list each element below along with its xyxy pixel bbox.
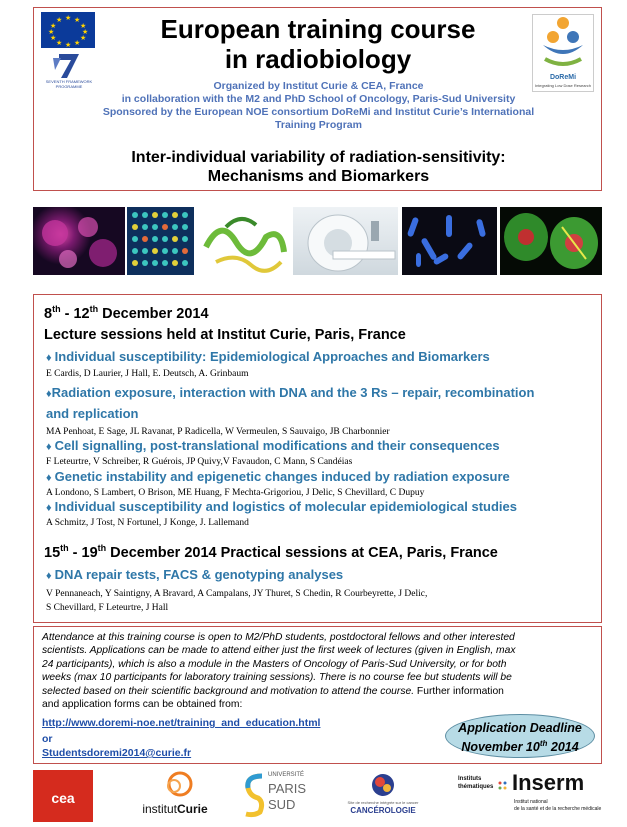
title-line-1: European training course (160, 14, 476, 44)
contact-email-link[interactable]: Studentsdoremi2014@curie.fr (42, 747, 192, 759)
inserm-logo (458, 772, 602, 822)
photo-cell-nuclei (33, 207, 125, 275)
eu-flag-icon: ★ ★ ★ ★ ★ ★ ★ ★ ★ ★ ★ ★ (41, 12, 95, 48)
diamond-bullet-icon: ♦ (46, 352, 55, 364)
curie-wordmark: institutCurie (142, 802, 208, 816)
topic-4-speakers: A Londono, S Lambert, O Brison, ME Huang, F Mechta-Grigoriou, J Delic, S Chevillard, C Dupuy (46, 488, 425, 498)
week1-heading: Lecture sessions held at Institut Curie, Paris, France (44, 327, 406, 343)
topic-2-cont: and replication (46, 406, 139, 421)
org-line-2: in collaboration with the M2 and PhD School of Oncology, Paris-Sud University (121, 93, 516, 105)
program-box (33, 294, 602, 623)
subtitle-line-2: Mechanisms and Biomarkers (207, 168, 430, 185)
paris-sud-s-icon (244, 772, 266, 818)
info-line-4: weeks (max 10 participants for laboratory training sessions). There is no course fee but students will be (42, 672, 512, 684)
week1-dates: 8th - 12th December 2014 (44, 304, 209, 322)
diamond-bullet-icon: ♦ (46, 441, 55, 453)
globe-icon (368, 772, 398, 798)
subtitle-line-1: Inter-individual variability of radiation-sensitivity: (131, 149, 506, 166)
photo-radiotherapy-machine (293, 207, 398, 275)
attendance-info (42, 631, 595, 711)
week2-speakers-line-2: S Chevillard, F Leteurtre, J Hall (46, 603, 169, 613)
week2-topic: ♦ DNA repair tests, FACS & genotyping analyses (46, 567, 344, 582)
info-line-6: and application forms can be obtained from: (42, 699, 243, 711)
header-box (33, 7, 602, 191)
inserm-institutes-1: Instituts (458, 776, 482, 782)
inserm-dots-icon (498, 778, 508, 788)
org-line-3: Sponsored by the European NOE consortium DoReMi and Institut Curie’s International (102, 106, 535, 118)
week2-heading: 15th - 19th December 2014 Practical sessions at CEA, Paris, France (44, 543, 498, 561)
course-subtitle (44, 148, 593, 186)
diamond-bullet-icon: ♦ (46, 388, 52, 400)
info-line-2: scientists. Applications can be made to attend either just the first week of lectures (given in English, max (42, 645, 516, 657)
topic-2: ♦Radiation exposure, interaction with DNA and the 3 Rs – repair, recombination (46, 385, 535, 400)
diamond-bullet-icon: ♦ (46, 570, 55, 582)
inserm-subtitle-2: de la santé et de la recherche médicale (514, 806, 602, 812)
org-line-1: Organized by Institut Curie & CEA, France (213, 80, 424, 92)
title-line-2: in radiobiology (224, 44, 412, 74)
week2-speakers-line-1: V Pennaneach, Y Saintigny, A Bravard, A Campalans, JY Thuret, S Chedin, R Courbeyrette, J Delic, (46, 589, 428, 599)
curie-swirl-icon (130, 770, 220, 800)
deadline-title: Application Deadline (458, 721, 582, 735)
topic-5-speakers: A Schmitz, J Tost, N Fortunel, J Konge, J. Lallemand (46, 518, 249, 528)
topic-1-speakers: E Cardis, D Laurier, J Hall, E. Deutsch, A. Grinbaum (46, 369, 249, 379)
topic-3: ♦ Cell signalling, post-translational modifications and their consequences (46, 438, 500, 453)
cea-text: cea (51, 790, 75, 806)
diamond-bullet-icon: ♦ (46, 502, 55, 514)
diamond-bullet-icon: ♦ (46, 472, 55, 484)
fp7-text: SEVENTH FRAMEWORK PROGRAMME (45, 79, 93, 89)
cancerologie-logo (344, 772, 422, 822)
paris-sud-logo (244, 768, 314, 822)
paris-sud-text-1: UNIVERSITÉ (268, 772, 305, 778)
photo-microarray (127, 207, 194, 275)
info-line-3: 24 participants), which is also a module in the Masters of Oncology of Paris-Sud University, or for both (42, 658, 507, 670)
info-line-1: Attendance at this training course is open to M2/PhD students, postdoctoral fellows and other interested (42, 632, 515, 643)
or-text: or (42, 733, 53, 745)
training-page-link[interactable]: http://www.doremi-noe.net/training_and_education.html (42, 717, 321, 729)
cea-logo (33, 770, 93, 822)
info-line-5: selected based on their scientific background and motivation to attend the course. Further information (42, 685, 504, 697)
photo-chromosomes (402, 207, 497, 275)
deadline-date: November 10th 2014 (461, 739, 579, 755)
inserm-institutes-2: thématiques (458, 784, 494, 790)
doremi-name: DoReMi (549, 74, 577, 81)
topic-2-speakers: MA Penhoat, E Sage, JL Ravanat, P Radicella, W Vermeulen, S Sauvaigo, JB Charbonnier (46, 427, 390, 437)
cancerologie-subtext: Site de recherche intégrée sur le cancer (347, 800, 419, 805)
info-box (33, 626, 602, 764)
page-title (108, 14, 528, 74)
photo-cell-division (500, 207, 602, 275)
topic-5: ♦ Individual susceptibility and logistics of molecular epidemiological studies (46, 499, 517, 514)
cancerologie-text: CANCÉROLOGIE (350, 806, 416, 815)
photo-protein-structure (196, 207, 291, 275)
inserm-wordmark: Inserm (512, 770, 585, 795)
application-deadline-badge (445, 714, 595, 758)
inserm-subtitle-1: Institut national (514, 799, 548, 805)
org-line-4: Training Program (275, 119, 362, 131)
institut-curie-logo (130, 770, 220, 820)
paris-sud-text-3: SUD (268, 797, 296, 812)
paris-sud-text-2: PARIS (268, 781, 307, 796)
doremi-tagline: Integrating Low Dose Research (534, 83, 592, 88)
topic-4: ♦ Genetic instability and epigenetic changes induced by radiation exposure (46, 469, 510, 484)
topic-1: ♦ Individual susceptibility: Epidemiological Approaches and Biomarkers (46, 349, 490, 364)
organizers-text (54, 80, 583, 132)
topic-3-speakers: F Leteurtre, V Schreiber, R Guérois, JP Quivy,V Favaudon, C Mann, S Candéias (46, 457, 353, 467)
